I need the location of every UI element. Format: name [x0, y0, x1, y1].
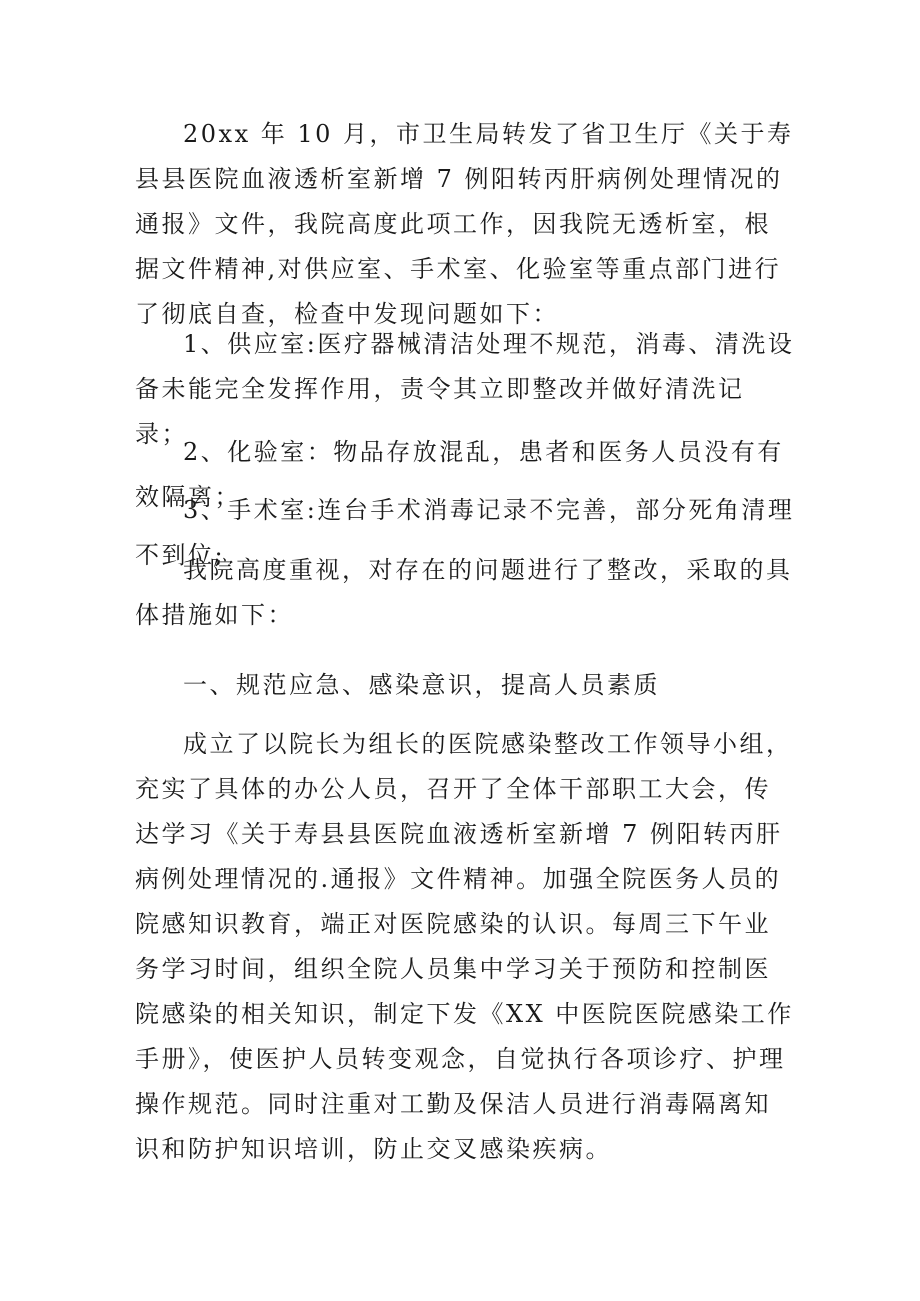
intro-paragraph: 20xx 年 10 月，市卫生局转发了省卫生厅《关于寿县县医院血液透析室新增 7 例阳转丙肝病例处理情况的通报》文件，我院高度此项工作，因我院无透析室，根据文件精神,对供应室、手术室、化验室等重点部门进行了彻底自查，检查中发现问题如下： — [135, 120, 794, 328]
issue-item-supply-room: 1、供应室:医疗器械清洁处理不规范，消毒、清洗设备未能完全发挥作用，责令其立即整改并做好清洗记录； — [135, 330, 795, 448]
issue-item-laboratory: 2、化验室：物品存放混乱，患者和医务人员没有有效隔离； — [135, 438, 784, 511]
section-heading-one: 一、规范应急、感染意识，提高人员素质 — [183, 671, 660, 699]
issue-item-operating-room: 3、手术室:连台手术消毒记录不完善，部分死角清理不到位; — [135, 496, 795, 569]
measures-intro-paragraph: 我院高度重视，对存在的问题进行了整改，采取的具体措施如下： — [135, 556, 793, 629]
section-one-body-paragraph: 成立了以院长为组长的医院感染整改工作领导小组，充实了具体的办公人员，召开了全体干部职工大会，传达学习《关于寿县县医院血液透析室新增 7 例阳转丙肝病例处理情况的.通报》文件精神。加强全院医务人员的院感知识教育，端正对医院感染的认识。每周三下午业务学习时间，组织全院人员集中学习关于预防和控制医院感染的相关知识，制定下发《XX 中医院医院感染工作手册》，使医护人员转变观念，自觉执行各项诊疗、护理操作规范。同时注重对工勤及保洁人员进行消毒隔离知识和防护知识培训，防止交叉感染疾病。 — [135, 730, 794, 1163]
